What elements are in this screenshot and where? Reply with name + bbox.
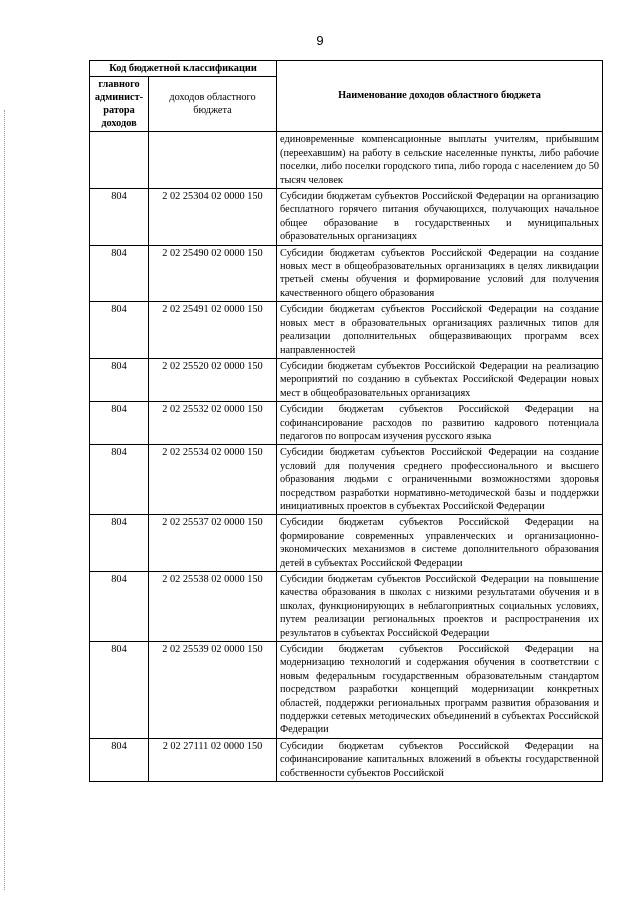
page-number: 9 [316, 33, 324, 48]
income-name-cell: единовременные компенсационные выплаты учителям, прибывшим (переехавшим) на работу в сельские населенные пункты, либо рабочие поселки, либо поселки городского типа, либо города с населением до 50 тысяч человек [277, 132, 603, 189]
income-name-cell: Субсидии бюджетам субъектов Российской Федерации на повышение качества образования в школах с низкими результатами обучения и в школах, функционирующих в неблагоприятных социальных условиях, путем реализации региональных проектов и распространения их результатов в субъектах Российской Федерации [277, 572, 603, 642]
income-name-cell: Субсидии бюджетам субъектов Российской Федерации на модернизацию технологий и содержания обучения в соответствии с новым федеральным государственным образовательным стандартом посредством разработки концепций модернизации конкретных областей, поддержки региональных программ развития образования и поддержки сетевых методических объединений в субъектах Российской Федерации [277, 642, 603, 739]
admin-code-cell: 804 [90, 358, 149, 401]
income-name-cell: Субсидии бюджетам субъектов Российской Федерации на создание новых мест в образовательных организациях различных типов для реализации дополнительных общеразвивающих программ всех направленностей [277, 302, 603, 359]
admin-code-cell: 804 [90, 445, 149, 515]
table-row [90, 245, 603, 302]
admin-code-cell: 804 [90, 515, 149, 572]
table-row [90, 572, 603, 642]
header-regional-income: доходов областного бюджета [149, 77, 277, 132]
table-row [90, 402, 603, 445]
income-name-cell: Субсидии бюджетам субъектов Российской Федерации на формирование современных управленческих и организационно-экономических механизмов в системе дополнительного образования детей в субъектах Российской Федерации [277, 515, 603, 572]
header-budget-classification: Код бюджетной классификации [90, 61, 277, 77]
income-name-cell: Субсидии бюджетам субъектов Российской Федерации на софинансирование расходов по развитию кадрового потенциала педагогов по вопросам изучения русского языка [277, 402, 603, 445]
income-code-cell: 2 02 25491 02 0000 150 [149, 302, 277, 359]
admin-code-cell: 804 [90, 245, 149, 302]
budget-classification-table [89, 60, 603, 782]
table-row [90, 515, 603, 572]
admin-code-cell: 804 [90, 738, 149, 781]
margin-rule [4, 110, 6, 890]
table-row [90, 642, 603, 739]
admin-code-cell: 804 [90, 572, 149, 642]
income-code-cell: 2 02 25520 02 0000 150 [149, 358, 277, 401]
table-row [90, 738, 603, 781]
income-name-cell: Субсидии бюджетам субъектов Российской Федерации на софинансирование капитальных вложений в объекты государственной собственности субъектов Российской [277, 738, 603, 781]
table-row [90, 302, 603, 359]
income-code-cell: 2 02 25490 02 0000 150 [149, 245, 277, 302]
income-code-cell: 2 02 25534 02 0000 150 [149, 445, 277, 515]
header-main-administrator: главного админист-ратора доходов [90, 77, 149, 132]
income-name-cell: Субсидии бюджетам субъектов Российской Федерации на создание условий для получения среднего профессионального и высшего образования людьми с ограниченными возможностями здоровья посредством разработки нормативно-методической базы и поддержки инициативных проектов в субъектах Российской Федерации [277, 445, 603, 515]
income-name-cell: Субсидии бюджетам субъектов Российской Федерации на организацию бесплатного горячего питания обучающихся, получающих начальное общее образование в государственных и муниципальных образовательных организациях [277, 189, 603, 246]
admin-code-cell [90, 132, 149, 189]
admin-code-cell: 804 [90, 402, 149, 445]
admin-code-cell: 804 [90, 189, 149, 246]
income-code-cell: 2 02 25532 02 0000 150 [149, 402, 277, 445]
income-name-cell: Субсидии бюджетам субъектов Российской Федерации на реализацию мероприятий по созданию в субъектах Российской Федерации новых мест в общеобразовательных организациях [277, 358, 603, 401]
admin-code-cell: 804 [90, 302, 149, 359]
income-code-cell: 2 02 25537 02 0000 150 [149, 515, 277, 572]
income-code-cell: 2 02 25538 02 0000 150 [149, 572, 277, 642]
income-code-cell: 2 02 25304 02 0000 150 [149, 189, 277, 246]
income-name-cell: Субсидии бюджетам субъектов Российской Федерации на создание новых мест в общеобразовательных организациях в целях ликвидации третьей смены обучения и формирование условий для получения качественного общего образования [277, 245, 603, 302]
table-row [90, 445, 603, 515]
admin-code-cell: 804 [90, 642, 149, 739]
table-row [90, 132, 603, 189]
income-code-cell [149, 132, 277, 189]
table-row [90, 358, 603, 401]
table-row [90, 189, 603, 246]
income-code-cell: 2 02 25539 02 0000 150 [149, 642, 277, 739]
income-code-cell: 2 02 27111 02 0000 150 [149, 738, 277, 781]
header-income-name: Наименование доходов областного бюджета [277, 61, 603, 132]
